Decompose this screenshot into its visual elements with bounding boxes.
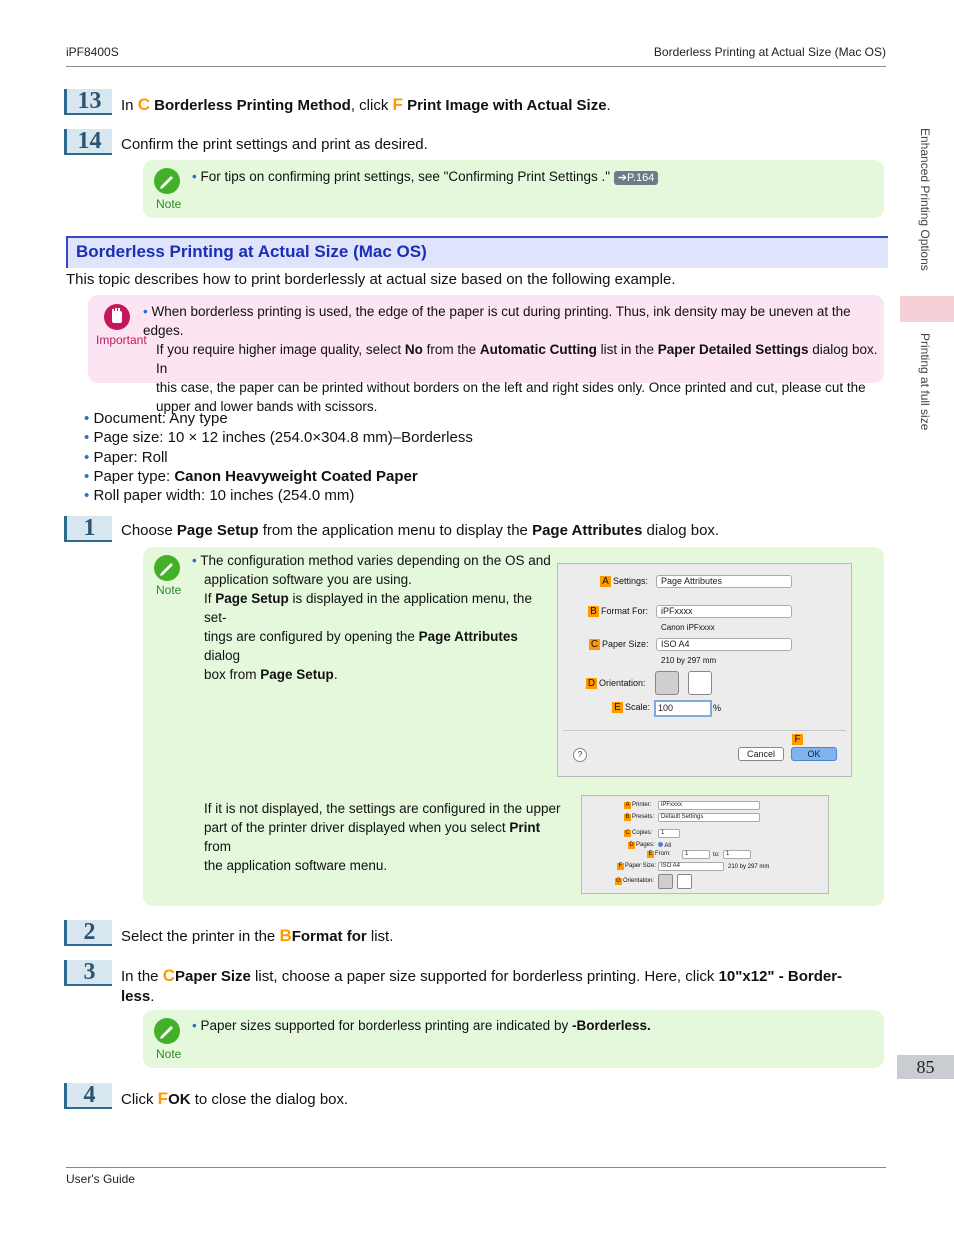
ok-button[interactable]: OK	[791, 747, 837, 761]
important-label: Important	[96, 333, 147, 347]
step-13-text: In C Borderless Printing Method, click F Print Image with Actual Size.	[121, 95, 611, 114]
page-number-tab	[897, 1055, 954, 1079]
paper-size-sub: 210 by 297 mm	[661, 656, 717, 665]
note-2-text: • The configuration method varies depending on the OS and application software you are using. If Page Setup is displayed in the application menu, the set- tings are configured by opening the Page Attributes dialog box from Page Setup.	[192, 553, 551, 682]
presets-popup[interactable]: Default Settings	[658, 813, 760, 822]
header-model: iPF8400S	[66, 45, 119, 59]
portrait-orientation-icon[interactable]	[658, 874, 673, 889]
sidebar-chapter: Enhanced Printing Options	[918, 128, 932, 271]
pages-range: E From:	[648, 851, 671, 857]
callout-f: F	[392, 95, 403, 114]
page-number: 85	[916, 1057, 935, 1077]
callout-b: B	[279, 926, 292, 945]
cancel-button[interactable]: Cancel	[738, 747, 784, 761]
list-item: • Paper: Roll	[84, 448, 168, 466]
step-1-text: Choose Page Setup from the application menu to display the Page Attributes dialog box.	[121, 522, 720, 539]
header-section: Borderless Printing at Actual Size (Mac OS)	[653, 45, 886, 59]
step-2-text: Select the printer in the BFormat for list.	[121, 926, 394, 945]
printer-popup[interactable]: iPFxxxx	[658, 801, 760, 810]
percent-sign: %	[713, 703, 722, 713]
landscape-orientation-icon[interactable]	[677, 874, 692, 889]
paper-size-popup[interactable]: ISO A4	[658, 862, 724, 871]
section-title: Borderless Printing at Actual Size (Mac OS)	[76, 242, 427, 261]
landscape-orientation-icon[interactable]	[688, 671, 712, 695]
footer-text: User's Guide	[66, 1172, 135, 1186]
print-dialog	[581, 795, 829, 894]
pages-label: D Pages:	[629, 842, 655, 848]
list-item: • Page size: 10 × 12 inches (254.0×304.8 mm)–Borderless	[84, 429, 473, 447]
important-text: • When borderless printing is used, the edge of the paper is cut during printing. Thus, ink density may be uneven at the edges. If you require higher image quality, select No from the Automatic Cutting list in the Paper Detailed Settings dialog box. In this case, the paper can be printed without borders on the left and right sides only. Once printed and cut, please cut the upper and lower bands with scissors.	[143, 304, 878, 414]
format-for-sub: Canon iPFxxxx	[661, 623, 715, 632]
note-label: Note	[156, 197, 182, 211]
step-4-text: Click FOK to close the dialog box.	[121, 1089, 349, 1108]
paper-size-label: F Paper Size:	[618, 863, 657, 869]
note-pencil-icon	[154, 168, 180, 194]
note-pencil-icon	[154, 1018, 180, 1044]
page-link[interactable]: ➔P.164	[614, 171, 659, 185]
header-rule	[66, 66, 886, 67]
note-3-text: • Paper sizes supported for borderless printing are indicated by -Borderless.	[192, 1018, 651, 1033]
paper-size-sub: 210 by 297 mm	[728, 864, 770, 870]
sidebar-highlight	[900, 296, 954, 322]
ok-tag: F	[792, 734, 805, 745]
printer-label: A Printer:	[625, 802, 652, 808]
note-label: Note	[156, 1047, 182, 1061]
list-item: • Paper type: Canon Heavyweight Coated Paper	[84, 467, 418, 485]
step-1-number: 1	[64, 516, 112, 542]
presets-label: B Presets:	[625, 814, 655, 820]
to-label: to:	[713, 852, 720, 858]
note-2-print-text: If it is not displayed, the settings are configured in the upper part of the printer driver displayed when you select Print from the application software menu.	[204, 801, 561, 873]
section-intro: This topic describes how to print borderlessly at actual size based on the following example.	[66, 271, 676, 288]
callout-f: F	[157, 1089, 169, 1108]
step-13-number: 13	[64, 89, 112, 115]
pages-all-radio[interactable]: All	[658, 842, 671, 849]
settings-popup[interactable]: Page Attributes	[656, 575, 792, 588]
scale-label: E Scale:	[612, 702, 650, 713]
copies-input[interactable]: 1	[658, 829, 680, 838]
list-item: • Roll paper width: 10 inches (254.0 mm)	[84, 487, 355, 505]
footer-rule	[66, 1167, 886, 1168]
step-3-text: In the CPaper Size list, choose a paper size supported for borderless printing. Here, click 10"x12" - Border- less.	[121, 966, 843, 1005]
step-14-text: Confirm the print settings and print as desired.	[121, 136, 428, 153]
dialog-divider	[563, 730, 846, 731]
paper-size-label: C Paper Size:	[590, 639, 649, 650]
hand-stop-icon	[104, 304, 130, 330]
settings-label: A Settings:	[600, 576, 648, 587]
step-3-number: 3	[64, 960, 112, 986]
format-for-popup[interactable]: iPFxxxx	[656, 605, 792, 618]
list-item: • Document: Any type	[84, 410, 228, 427]
step-14-number: 14	[64, 129, 112, 155]
step-4-number: 4	[64, 1083, 112, 1109]
note-1-text: • For tips on confirming print settings, see "Confirming Print Settings ." ➔P.164	[192, 167, 658, 186]
help-button[interactable]: ?	[573, 748, 587, 762]
example-list	[84, 409, 473, 505]
format-for-label: B Format For:	[588, 606, 648, 617]
orientation-label: D Orientation:	[587, 678, 646, 689]
scale-input[interactable]: 100	[654, 700, 712, 717]
portrait-orientation-icon[interactable]	[655, 671, 679, 695]
sidebar-topic: Printing at full size	[918, 333, 932, 431]
note-label: Note	[156, 583, 182, 597]
to-input[interactable]: 1	[723, 850, 751, 859]
page-attributes-dialog	[557, 563, 852, 777]
step-2-number: 2	[64, 920, 112, 946]
callout-c: C	[137, 95, 150, 114]
copies-label: C Copies:	[625, 830, 653, 836]
from-input[interactable]: 1	[682, 850, 710, 859]
note-pencil-icon	[154, 555, 180, 581]
orientation-label: G Orientation:	[616, 878, 655, 884]
callout-c: C	[162, 966, 175, 985]
paper-size-popup[interactable]: ISO A4	[656, 638, 792, 651]
